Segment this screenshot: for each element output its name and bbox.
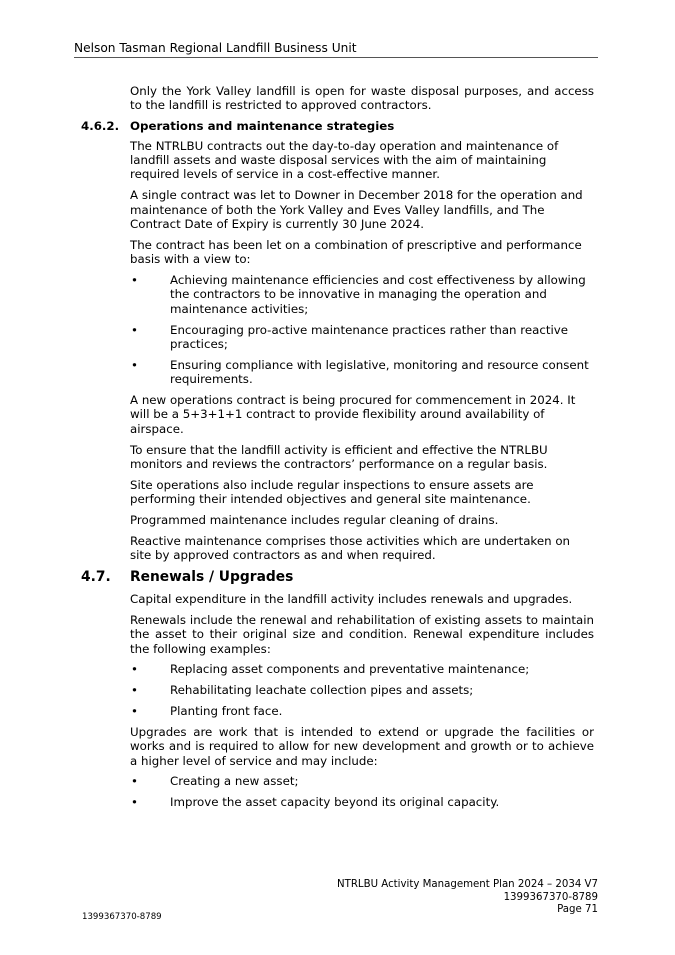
bullet-icon: •	[131, 774, 138, 789]
paragraph: Reactive maintenance comprises those activities which are undertaken on site by approved contractors as and when required.	[130, 533, 571, 563]
section-title: Renewals / Upgrades	[130, 569, 294, 586]
bullet-icon: •	[131, 273, 138, 288]
document-id: 1399367370-8789	[82, 912, 162, 922]
running-header: Nelson Tasman Regional Landfill Business Unit	[74, 41, 357, 55]
list-item	[81, 774, 594, 788]
list-item	[81, 683, 594, 697]
paragraph: A single contract was let to Downer in December 2018 for the operation and maintenance of both the York Valley and Eves Valley landfills, and The Contract Date of Expiry is currently 30 June 2024.	[130, 188, 583, 232]
section-heading-4-6-2	[81, 119, 594, 133]
list-item	[81, 323, 594, 352]
bullet-list	[81, 273, 594, 387]
page-body	[81, 84, 594, 816]
paragraph: Capital expenditure in the landfill activity includes renewals and upgrades.	[130, 592, 573, 607]
footer-plan-title: NTRLBU Activity Management Plan 2024 – 2034 V7	[337, 879, 598, 890]
list-item	[81, 704, 594, 718]
section-number: 4.6.2.	[81, 119, 120, 134]
header-rule	[74, 57, 598, 58]
footer-reference: 1399367370-8789	[503, 891, 598, 903]
section-heading-4-7	[81, 569, 594, 586]
list-item-text: Creating a new asset;	[170, 774, 299, 789]
bullet-icon: •	[131, 795, 138, 810]
bullet-icon: •	[131, 357, 138, 372]
bullet-icon: •	[131, 704, 138, 719]
paragraph: Upgrades are work that is intended to extend or upgrade the facilities or works and is required to allow for new development and growth or to achieve a higher level of service and may include:	[130, 724, 594, 768]
list-item-text: Encouraging pro-active maintenance practices rather than reactive practices;	[170, 322, 568, 352]
paragraph: Site operations also include regular inspections to ensure assets are performing their intended objectives and general site maintenance.	[130, 477, 534, 507]
paragraph: The NTRLBU contracts out the day-to-day operation and maintenance of landfill assets and waste disposal services with the aim of maintaining required levels of service in a cost-effective manner.	[130, 138, 559, 182]
list-item	[81, 662, 594, 676]
section-title: Operations and maintenance strategies	[130, 119, 395, 134]
paragraph: Programmed maintenance includes regular cleaning of drains.	[130, 513, 499, 528]
list-item	[81, 273, 594, 316]
section-number: 4.7.	[81, 569, 111, 586]
list-item-text: Rehabilitating leachate collection pipes and assets;	[170, 683, 474, 698]
list-item-text: Achieving maintenance efficiencies and cost effectiveness by allowing the contractors to be innovative in managing the operation and maintenance activities;	[170, 273, 586, 316]
page-number: Page 71	[557, 904, 598, 916]
paragraph: A new operations contract is being procured for commencement in 2024. It will be a 5+3+1+1 contract to provide flexibility around availability of airspace.	[130, 393, 576, 436]
list-item-text: Ensuring compliance with legislative, monitoring and resource consent requirements.	[170, 357, 589, 387]
list-item	[81, 358, 594, 387]
list-item-text: Improve the asset capacity beyond its original capacity.	[170, 795, 500, 810]
bullet-icon: •	[131, 662, 138, 677]
paragraph: To ensure that the landfill activity is efficient and effective the NTRLBU monitors and reviews the contractors’ performance on a regular basis.	[130, 442, 548, 472]
bullet-icon: •	[131, 683, 138, 698]
list-item-text: Planting front face.	[170, 704, 283, 719]
list-item	[81, 795, 594, 809]
list-item-text: Replacing asset components and preventative maintenance;	[170, 662, 530, 677]
paragraph: The contract has been let on a combination of prescriptive and performance basis with a view to:	[130, 237, 582, 267]
paragraph: Renewals include the renewal and rehabilitation of existing assets to maintain the asset to their original size and condition. Renewal expenditure includes the following examples:	[130, 612, 594, 656]
bullet-list	[81, 662, 594, 718]
page-footer	[337, 879, 598, 917]
bullet-icon: •	[131, 322, 138, 337]
intro-paragraph: Only the York Valley landfill is open for waste disposal purposes, and access to the landfill is restricted to approved contractors.	[130, 84, 594, 113]
bullet-list	[81, 774, 594, 809]
